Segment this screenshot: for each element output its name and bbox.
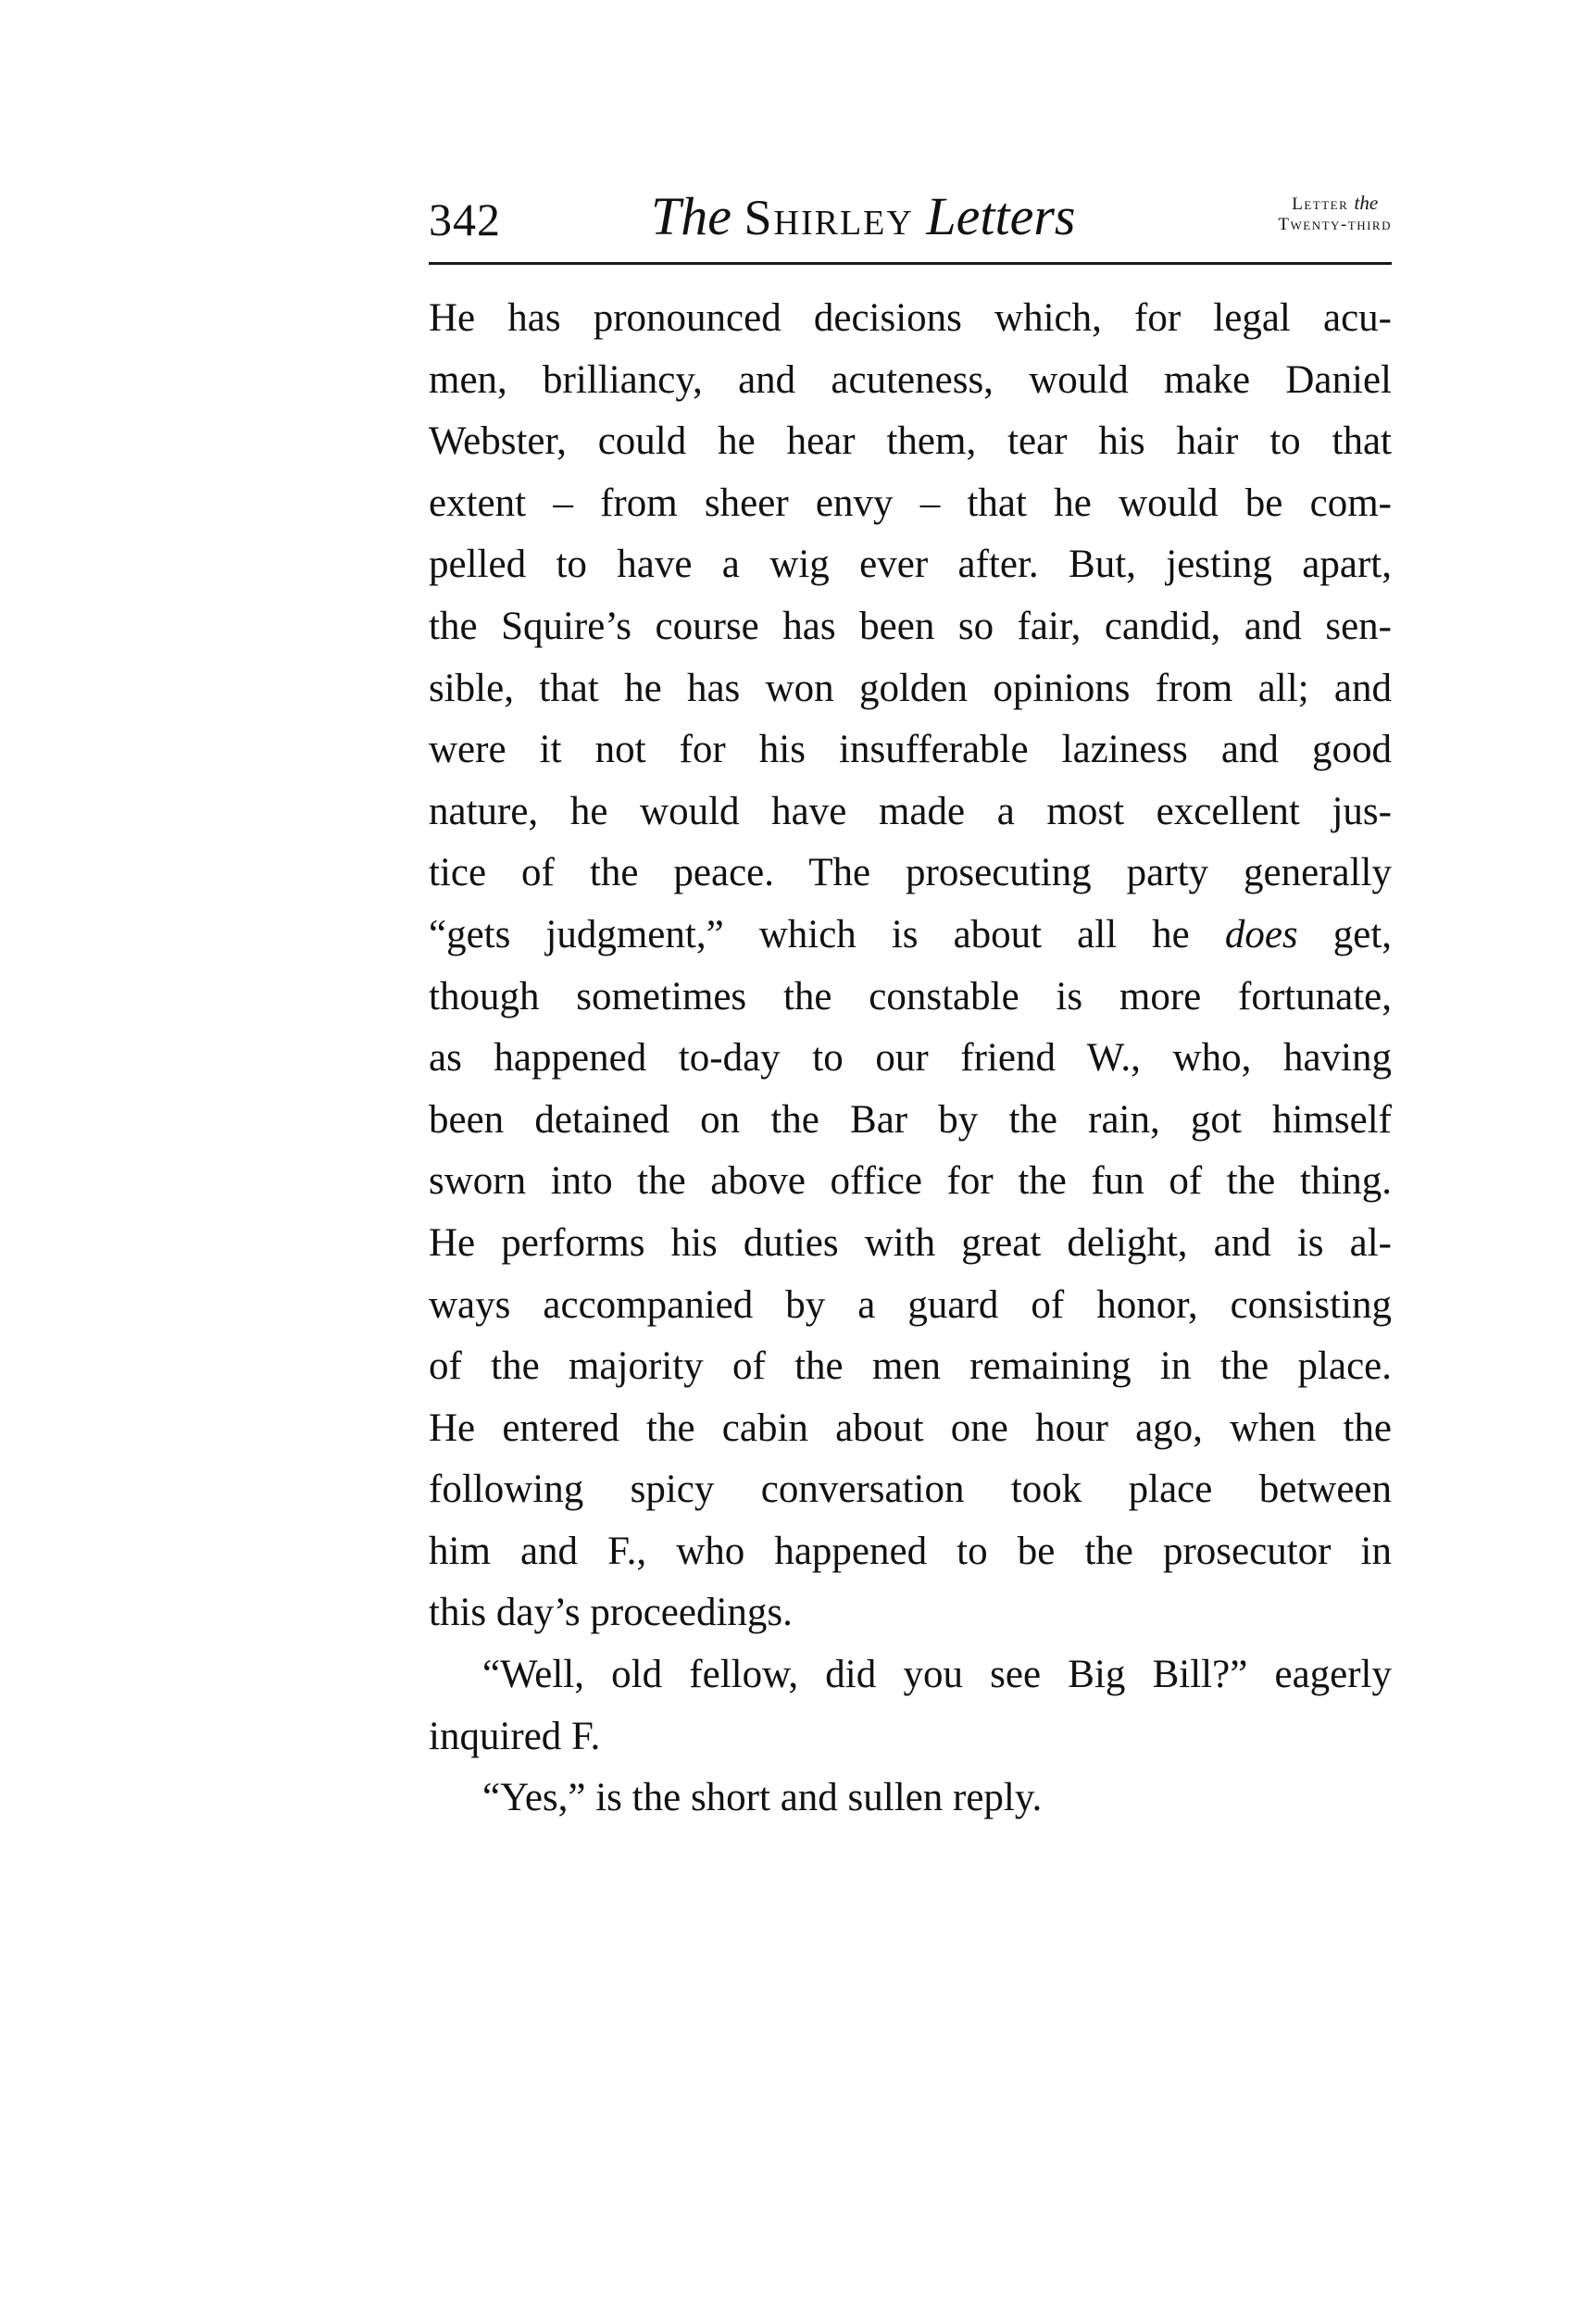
text-line: nature, he would have made a most excellent jus- [429,789,1392,833]
title-shirley: Shirley [744,190,914,245]
header-rule [429,262,1392,265]
text-line: tice of the peace. The prosecuting party generally [429,851,1392,895]
text-line: sworn into the above office for the fun of the thing. [429,1159,1392,1204]
text-line: following spicy conversation took place between [429,1468,1392,1512]
letter-label-top: Letter [1292,194,1349,214]
text-line: been detained on the Bar by the rain, got himself [429,1097,1392,1142]
text-line-with-italic [429,905,1392,967]
letter-label [1278,193,1392,235]
text-line: him and F., who happened to be the prosecutor in [429,1529,1392,1573]
text-segment: “gets judgment,” which is about all he [429,912,1190,956]
text-line: extent – from sheer envy – that he would be com- [429,481,1392,525]
letter-label-bottom: Twenty-third [1278,215,1392,234]
text-line: the Squire’s course has been so fair, candid, and sen- [429,604,1392,648]
title-the: The [651,186,731,246]
text-line: though sometimes the constable is more fortunate, [429,974,1392,1018]
text-line: He entered the cabin about one hour ago, when the [429,1406,1392,1450]
body-text [429,288,1392,1830]
page-number: 342 [429,194,501,245]
text-line: “Yes,” is the short and sullen reply. [482,1776,1043,1820]
text-line: men, brilliancy, and acuteness, would make Daniel [429,357,1392,402]
text-line: Webster, could he hear them, tear his hair to that [429,419,1392,464]
running-title [651,185,1075,247]
text-line: He has pronounced decisions which, for legal acu- [429,296,1392,340]
text-segment: get, [1332,912,1393,956]
title-letters: Letters [926,186,1076,246]
text-line: “Well, old fellow, did you see Big Bill?” eagerly [482,1653,1392,1697]
text-line: ways accompanied by a guard of honor, consisting [429,1282,1392,1327]
running-header [429,181,1392,256]
text-line: of the majority of the men remaining in the place. [429,1344,1392,1389]
text-line: were it not for his insufferable laziness and good [429,728,1392,772]
letter-label-the: the [1354,192,1379,214]
text-line: inquired F. [429,1714,601,1758]
text-line: sible, that he has won golden opinions from all; and [429,666,1392,710]
text-line: pelled to have a wig ever after. But, jesting apart, [429,543,1392,587]
italic-word: does [1224,912,1298,956]
text-line: He performs his duties with great delight, and is al- [429,1220,1392,1265]
text-line: this day’s proceedings. [429,1591,793,1635]
text-line: as happened to-day to our friend W., who, having [429,1036,1392,1081]
